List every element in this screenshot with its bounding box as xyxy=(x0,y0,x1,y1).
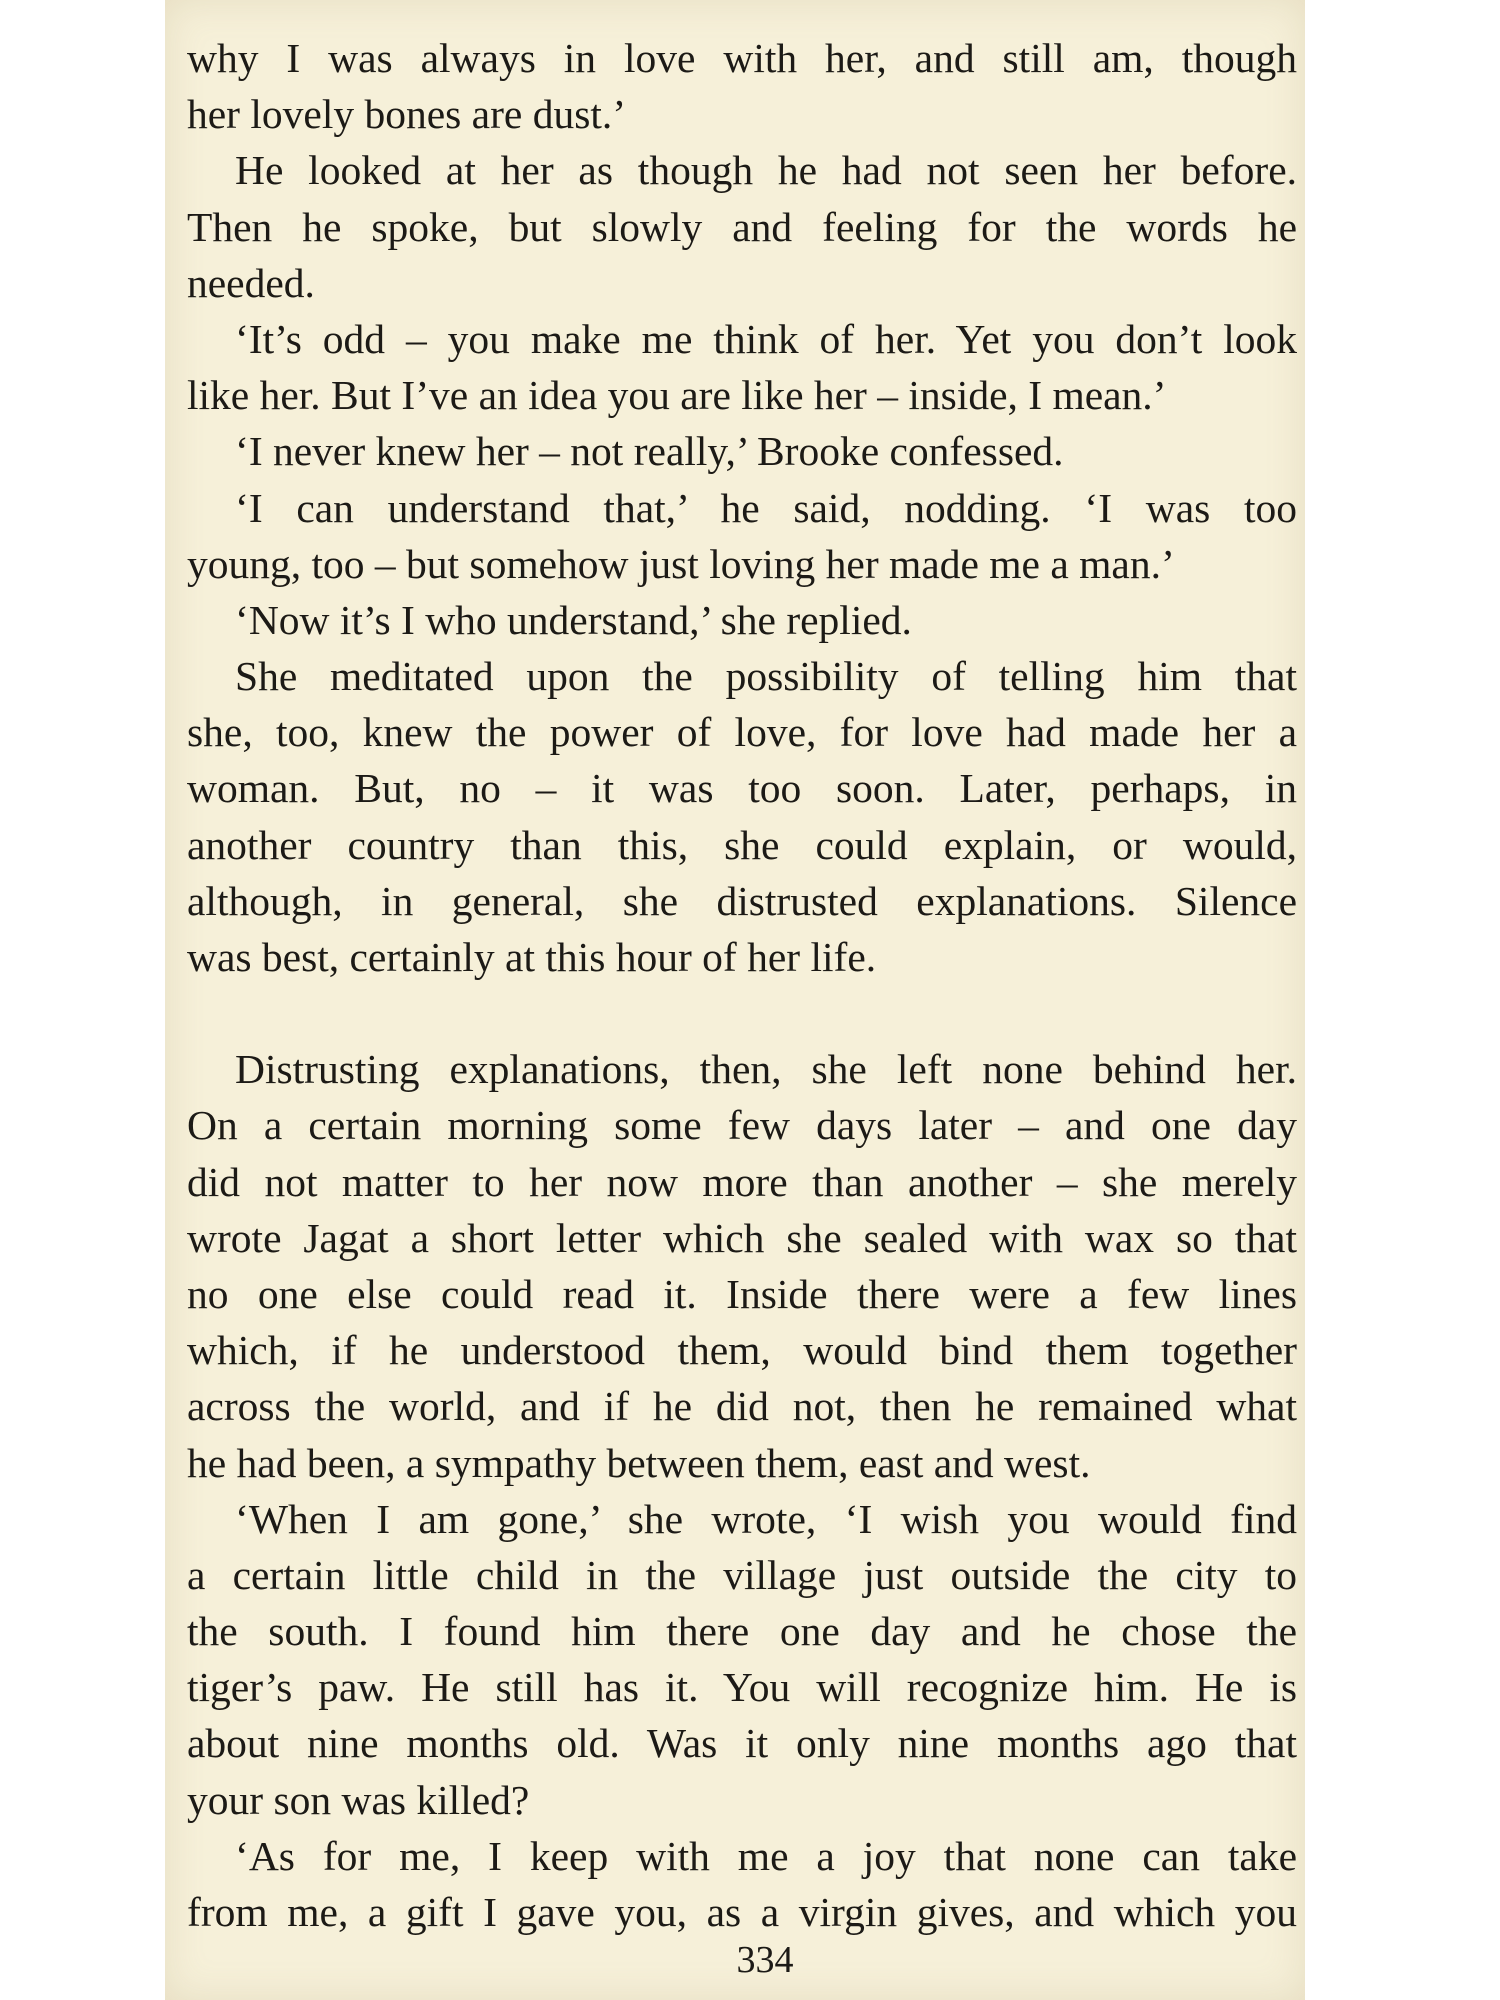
text-line: He looked at her as though he had not seen her before. xyxy=(235,147,1297,194)
text-line: wrote Jagat a short letter which she sealed with wax so that xyxy=(187,1214,1297,1261)
text-line: ‘When I am gone,’ she wrote, ‘I wish you would find xyxy=(235,1495,1297,1542)
text-line: tiger’s paw. He still has it. You will recognize him. He is xyxy=(187,1664,1297,1711)
text-line: another country than this, she could explain, or would, xyxy=(187,821,1297,868)
text-line: although, in general, she distrusted explanations. Silence xyxy=(187,877,1297,924)
text-line: ‘It’s odd – you make me think of her. Yet you don’t look xyxy=(235,315,1297,362)
text-line: across the world, and if he did not, then he remained what xyxy=(187,1383,1297,1430)
text-line: about nine months old. Was it only nine months ago that xyxy=(187,1720,1297,1767)
page-number: 334 xyxy=(736,1939,794,1981)
text-line: Then he spoke, but slowly and feeling for the words he xyxy=(187,203,1297,250)
text-line: On a certain morning some few days later – and one day xyxy=(187,1102,1297,1149)
body-text xyxy=(187,30,1297,1940)
text-line: your son was killed? xyxy=(187,1776,530,1823)
text-line: she, too, knew the power of love, for love had made her a xyxy=(187,709,1297,756)
text-line: was best, certainly at this hour of her life. xyxy=(187,934,877,980)
text-line: he had been, a sympathy between them, east and west. xyxy=(187,1439,1091,1486)
text-line: which, if he understood them, would bind them together xyxy=(187,1327,1297,1374)
text-line: Distrusting explanations, then, she left none behind her. xyxy=(235,1046,1297,1093)
text-line: ‘I can understand that,’ he said, nodding. ‘I was too xyxy=(235,484,1297,531)
text-line: ‘Now it’s I who understand,’ she replied. xyxy=(235,596,912,643)
text-line: woman. But, no – it was too soon. Later, perhaps, in xyxy=(187,765,1297,812)
text-line: needed. xyxy=(187,259,315,306)
text-line: from me, a gift I gave you, as a virgin gives, and which you xyxy=(187,1889,1297,1935)
section-break xyxy=(187,985,1297,1041)
text-line: ‘As for me, I keep with me a joy that none can take xyxy=(235,1832,1297,1879)
text-line: a certain little child in the village just outside the city to xyxy=(187,1551,1297,1598)
text-line: ‘I never knew her – not really,’ Brooke confessed. xyxy=(235,428,1064,475)
text-line: She meditated upon the possibility of telling him that xyxy=(235,653,1297,700)
text-line: no one else could read it. Inside there were a few lines xyxy=(187,1270,1297,1317)
text-line: like her. But I’ve an idea you are like her – inside, I mean.’ xyxy=(187,372,1167,419)
text-line: why I was always in love with her, and still am, though xyxy=(187,35,1297,81)
text-line: young, too – but somehow just loving her made me a man.’ xyxy=(187,540,1175,587)
text-line: the south. I found him there one day and he chose the xyxy=(187,1608,1297,1655)
text-line: did not matter to her now more than another – she merely xyxy=(187,1158,1297,1205)
text-line: her lovely bones are dust.’ xyxy=(187,91,627,138)
